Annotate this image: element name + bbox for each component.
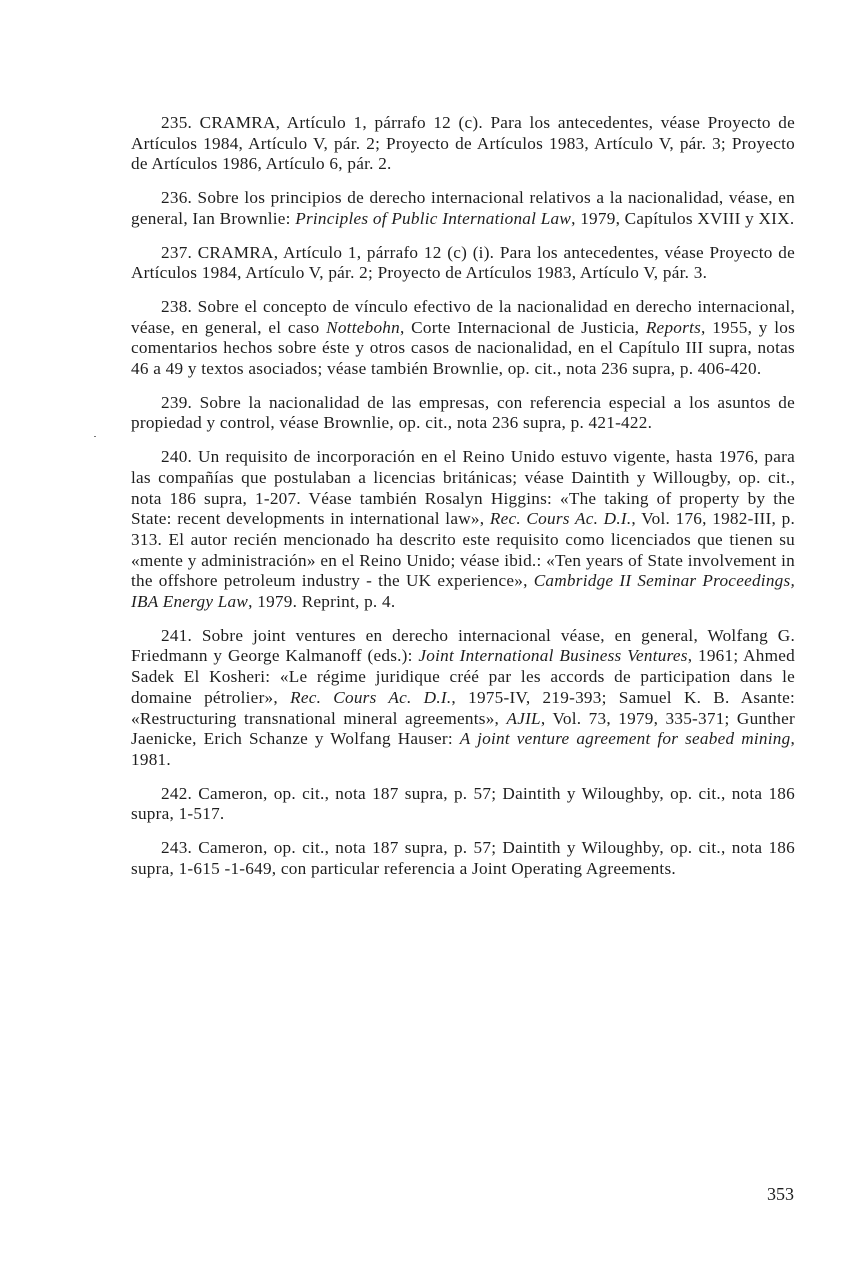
footnote-240 bbox=[131, 447, 795, 613]
footnote-text: , 1979, Capítulos XVIII y XIX. bbox=[571, 208, 795, 228]
publication-title: Rec. Cours Ac. D.I. bbox=[290, 687, 452, 707]
publication-title: Cambridge II Seminar Proceedings, IBA Energy Law bbox=[131, 571, 795, 612]
publication-title: AJIL bbox=[506, 708, 541, 728]
footnote-text: 237. CRAMRA, Artículo 1, párrafo 12 (c) (i). Para los antecedentes, véase Proyecto de Artículos 1984, Artículo V, pár. 2; Proyecto de Artículos 1983, Artículo V, pár. 3. bbox=[131, 242, 795, 283]
margin-mark bbox=[94, 436, 96, 437]
footnote-242 bbox=[131, 784, 795, 825]
book-title: Principles of Public International Law bbox=[295, 208, 572, 228]
footnote-text: , Vol. 73, 1979, 335-371; Gunther Jaenicke, Erich Schanze y Wolfang Hauser: bbox=[131, 708, 795, 749]
footnote-238 bbox=[131, 297, 795, 380]
case-name: Nottebohn bbox=[326, 317, 400, 337]
publication-title: Rec. Cours Ac. D.I. bbox=[489, 509, 632, 529]
footnote-239 bbox=[131, 393, 795, 434]
footnote-text: 243. Cameron, op. cit., nota 187 supra, p. 57; Daintith y Wiloughby, op. cit., nota 186 supra, 1-615 -1-649, con particular referencia a Joint Operating Agreements. bbox=[131, 838, 795, 878]
footnote-text: 235. CRAMRA, Artículo 1, párrafo 12 (c). Para los antecedentes, véase Proyecto de Artículos 1984, Artículo V, pár. 2; Proyecto de Artículos 1983, Artículo V, pár. 3; Proyecto de Artículos 1986, Artículo 6, pár. 2. bbox=[131, 113, 795, 174]
footnote-237 bbox=[131, 243, 795, 284]
footnote-text: 236. Sobre los principios de derecho internacional relativos a la nacionalidad, véase, en general, Ian Brownlie: bbox=[131, 188, 795, 228]
page-number: 353 bbox=[767, 1184, 794, 1204]
publication-title: Reports bbox=[645, 317, 702, 337]
footnote-text: , Vol. 176, 1982-III, p. 313. El autor recién mencionado ha descrito este requisito como licenciados que tienen su «mente y administración» en el Reino Unido; véase ibid.: «Ten years of State involvement in the offshore petroleum industry - the UK experience», bbox=[131, 509, 795, 591]
footnote-text: , 1981. bbox=[131, 729, 795, 769]
footnote-241 bbox=[131, 626, 795, 771]
footnote-text: 240. Un requisito de incorporación en el Reino Unido estuvo vigente, hasta 1976, para las compañías que postulaban a licencias británicas; véase Daintith y Willougby, op. cit., nota 186 supra, 1-207. Véase también Rosalyn Higgins: «The taking of property by the State: recent developments in international law», bbox=[131, 447, 795, 529]
footnote-text: , 1979. Reprint, p. 4. bbox=[248, 592, 396, 612]
footnote-text: 239. Sobre la nacionalidad de las empresas, con referencia especial a los asuntos de propiedad y control, véase Brownlie, op. cit., nota 236 supra, p. 421-422. bbox=[131, 392, 795, 433]
footnote-243 bbox=[131, 838, 795, 879]
footnote-235 bbox=[131, 113, 795, 175]
footnotes-list bbox=[131, 113, 795, 893]
footnote-236 bbox=[131, 188, 795, 229]
footnote-text: , 1961; Ahmed Sadek El Kosheri: «Le régime juridique créé par les accords de participation dans le domaine pétrolier», bbox=[131, 646, 795, 707]
footnote-text: 241. Sobre joint ventures en derecho internacional véase, en general, Wolfang G. Friedmann y George Kalmanoff (eds.): bbox=[131, 625, 795, 666]
footnote-text: , 1955, y los comentarios hechos sobre éste y otros casos de nacionalidad, en el Capítulo III supra, notas 46 a 49 y textos asociados; véase también Brownlie, op. cit., nota 236 supra, p. 406-420. bbox=[131, 317, 796, 379]
book-title: A joint venture agreement for seabed mining bbox=[459, 729, 791, 749]
book-title: Joint International Business Ventures bbox=[418, 646, 688, 666]
footnote-text: , Corte Internacional de Justicia, bbox=[399, 317, 646, 337]
footnote-text: 242. Cameron, op. cit., nota 187 supra, p. 57; Daintith y Wiloughby, op. cit., nota 186 supra, 1-517. bbox=[131, 783, 795, 824]
footnote-text: 238. Sobre el concepto de vínculo efectivo de la nacionalidad en derecho internacional, véase, en general, el caso bbox=[131, 296, 795, 337]
footnote-text: , 1975-IV, 219-393; Samuel K. B. Asante: «Restructuring transnational mineral agreements», bbox=[131, 687, 795, 728]
